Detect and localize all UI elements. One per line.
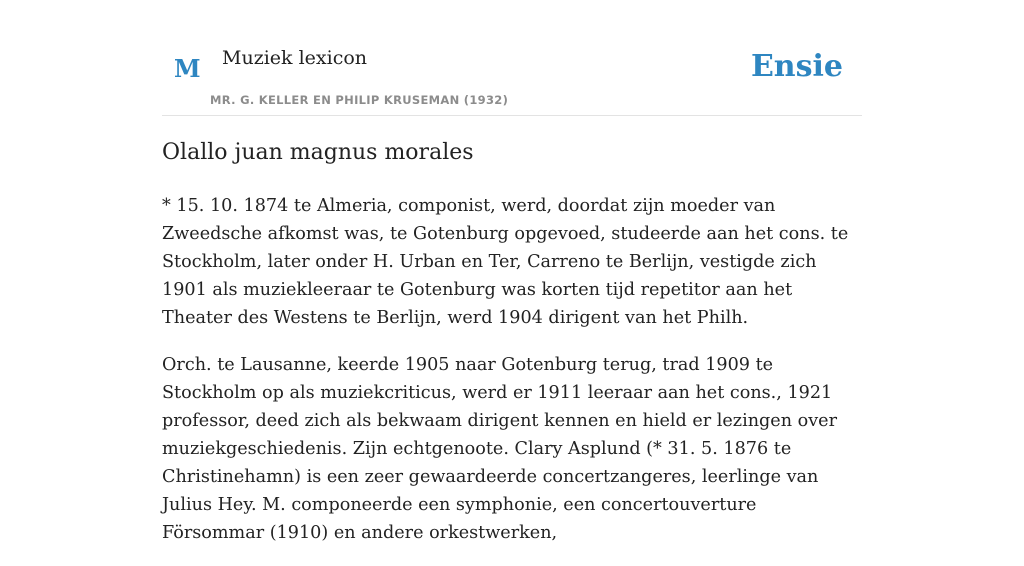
book-author: MR. G. KELLER EN PHILIP KRUSEMAN (1932) <box>210 93 509 107</box>
book-initial-logo[interactable]: M <box>174 54 201 83</box>
entry-title: Olallo juan magnus morales <box>162 140 474 165</box>
book-header <box>162 0 862 116</box>
book-title-link[interactable]: Muziek lexicon <box>222 47 368 69</box>
entry-paragraph: Orch. te Lausanne, keerde 1905 naar Gotenburg terug, trad 1909 te Stockholm op als muziekcriticus, werd er 1911 leeraar aan het cons., 1921 professor, deed zich als bekwaam dirigent kennen en hield er lezingen over muziekgeschiedenis. Zijn echtgenoote. Clary Asplund (* 31. 5. 1876 te Christinehamn) is een zeer gewaardeerde concertzangeres, leerlinge van Julius Hey. M. componeerde een symphonie, een concertouverture Försommar (1910) en andere orkestwerken, <box>162 355 837 543</box>
page <box>162 0 862 543</box>
entry-paragraph: * 15. 10. 1874 te Almeria, componist, werd, doordat zijn moeder van Zweedsche afkomst was, te Gotenburg opgevoed, studeerde aan het cons. te Stockholm, later onder H. Urban en Ter, Carreno te Berlijn, vestigde zich 1901 als muziekleeraar te Gotenburg was korten tijd repetitor aan het Theater des Westens te Berlijn, werd 1904 dirigent van het Philh. <box>162 196 849 328</box>
entry-body <box>162 192 862 566</box>
ensie-logo-link[interactable]: Ensie <box>750 49 843 84</box>
